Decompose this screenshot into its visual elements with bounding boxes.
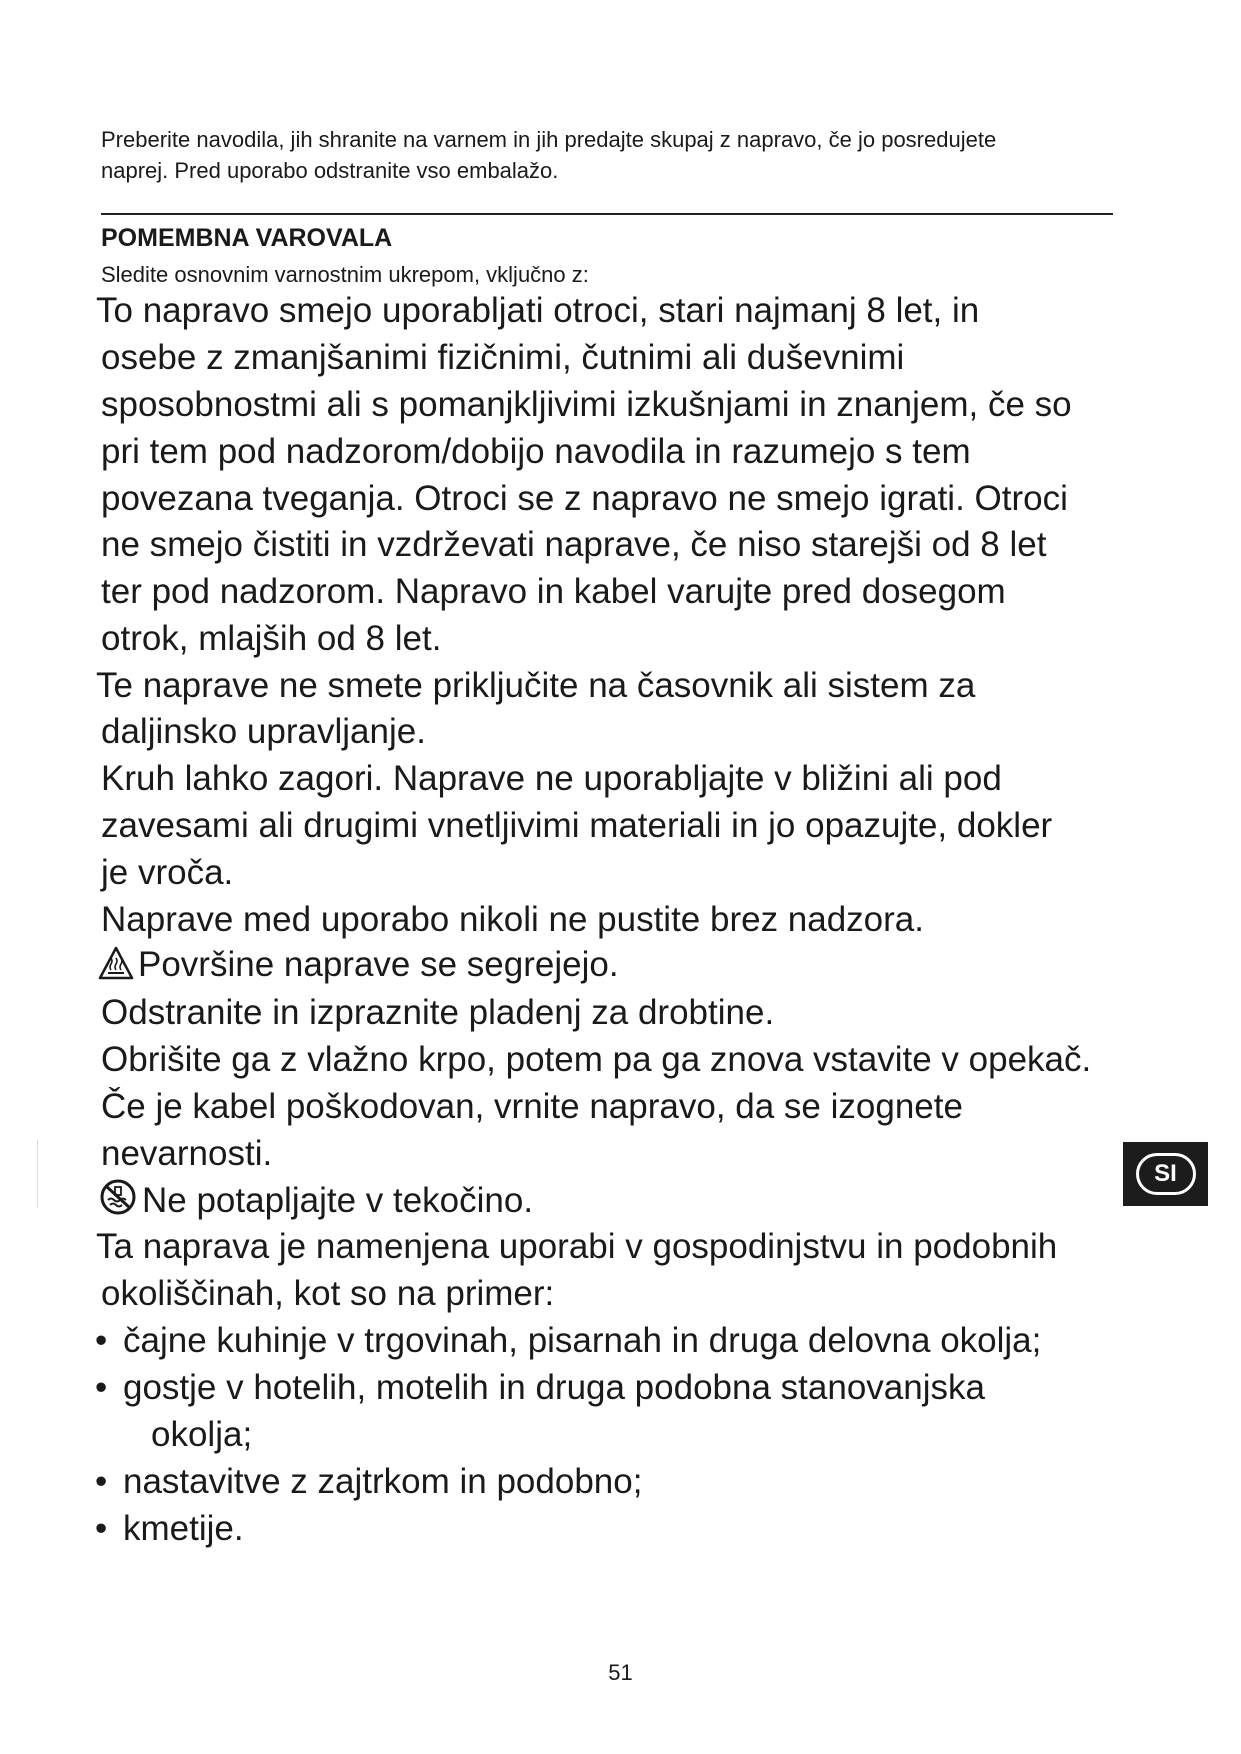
instruction-line: ne smejo čistiti in vzdrževati naprave, če niso starejši od 8 let bbox=[101, 525, 1047, 564]
intro-line: Preberite navodila, jih shranite na varnem in jih predajte skupaj z napravo, če jo posredujete bbox=[101, 127, 997, 152]
instruction-line: povezana tveganja. Otroci se z napravo ne smejo igrati. Otroci bbox=[101, 479, 1068, 518]
instruction-text: Ne potapljajte v tekočino. bbox=[142, 1181, 534, 1220]
do-not-immerse-icon bbox=[98, 1178, 138, 1227]
list-item-continuation: okolja; bbox=[151, 1415, 253, 1454]
intro-line: naprej. Pred uporabo odstranite vso embalažo. bbox=[101, 158, 559, 183]
instruction-text: Površine naprave se segrejejo. bbox=[138, 945, 619, 984]
margin-mark bbox=[37, 1140, 38, 1208]
instruction-line-no-immerse bbox=[98, 1178, 533, 1227]
instruction-line: osebe z zmanjšanimi fizičnimi, čutnimi ali duševnimi bbox=[101, 338, 905, 377]
instruction-line: otrok, mlajših od 8 let. bbox=[101, 619, 442, 658]
instruction-line: To napravo smejo uporabljati otroci, stari najmanj 8 let, in bbox=[96, 291, 980, 330]
instruction-line: Če je kabel poškodovan, vrnite napravo, da se izognete bbox=[101, 1087, 963, 1126]
bullet-marker: • bbox=[95, 1368, 108, 1407]
instruction-line: okoliščinah, kot so na primer: bbox=[101, 1274, 555, 1313]
section-title: POMEMBNA VAROVALA bbox=[101, 224, 393, 252]
list-item: čajne kuhinje v trgovinah, pisarnah in druga delovna okolja; bbox=[123, 1321, 1042, 1360]
instruction-line: Te naprave ne smete priključite na časovnik ali sistem za bbox=[96, 666, 976, 705]
instruction-line: zavesami ali drugimi vnetljivimi materiali in jo opazujte, dokler bbox=[101, 806, 1053, 845]
language-code: SI bbox=[1136, 1153, 1196, 1195]
language-tab bbox=[1123, 1142, 1208, 1206]
list-item: nastavitve z zajtrkom in podobno; bbox=[123, 1462, 643, 1501]
list-item: kmetije. bbox=[123, 1509, 244, 1548]
instruction-line: Naprave med uporabo nikoli ne pustite brez nadzora. bbox=[101, 900, 924, 939]
instruction-line: je vroča. bbox=[101, 853, 234, 892]
page-number: 51 bbox=[608, 1660, 633, 1685]
bullet-marker: • bbox=[95, 1321, 108, 1360]
instruction-line: Kruh lahko zagori. Naprave ne uporabljajte v bližini ali pod bbox=[101, 759, 1002, 798]
instruction-line: ter pod nadzorom. Napravo in kabel varujte pred dosegom bbox=[101, 572, 1006, 611]
instruction-line: nevarnosti. bbox=[101, 1134, 273, 1173]
instruction-line: daljinsko upravljanje. bbox=[101, 712, 426, 751]
instruction-line: Odstranite in izpraznite pladenj za drobtine. bbox=[101, 993, 775, 1032]
list-item: gostje v hotelih, motelih in druga podobna stanovanjska bbox=[123, 1368, 985, 1407]
bullet-marker: • bbox=[95, 1462, 108, 1501]
hot-surface-warning-icon bbox=[98, 946, 134, 991]
section-divider bbox=[101, 213, 1113, 215]
instruction-line-hot-surface bbox=[98, 943, 619, 991]
bullet-marker: • bbox=[95, 1509, 108, 1548]
intro-paragraph bbox=[101, 124, 1101, 186]
instruction-line: Obrišite ga z vlažno krpo, potem pa ga znova vstavite v opekač. bbox=[101, 1040, 1092, 1079]
instruction-line: sposobnostmi ali s pomanjkljivimi izkušnjami in znanjem, če so bbox=[101, 385, 1072, 424]
instruction-line: Ta naprava je namenjena uporabi v gospodinjstvu in podobnih bbox=[96, 1227, 1058, 1266]
section-subtitle: Sledite osnovnim varnostnim ukrepom, vključno z: bbox=[101, 262, 589, 287]
instruction-line: pri tem pod nadzorom/dobijo navodila in razumejo s tem bbox=[101, 432, 971, 471]
